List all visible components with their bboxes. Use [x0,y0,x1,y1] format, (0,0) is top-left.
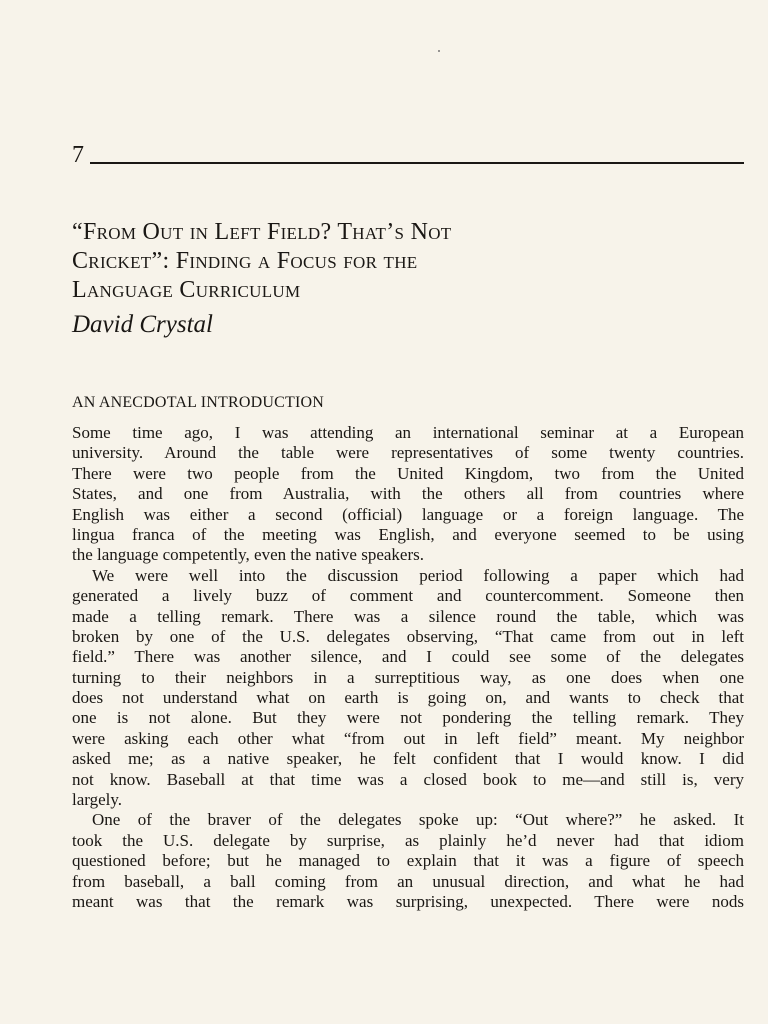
chapter-number: 7 [72,142,84,168]
author-name: David Crystal [72,311,213,338]
text-line: were asking each other what “from out in left field” meant. My neighbor [72,728,744,748]
text-line: the language competently, even the native speakers. [72,545,424,565]
text-line: asked me; as a native speaker, he felt confident that I would know. I did [72,749,744,769]
chapter-header [72,142,744,168]
text-line: took the U.S. delegate by surprise, as plainly he’d never had that idiom [72,830,744,850]
chapter-title-line: “From Out in Left Field? That’s Not [72,219,452,245]
text-line: States, and one from Australia, with the others all from countries where [72,484,744,504]
text-line: Some time ago, I was attending an international seminar at a European [72,423,744,442]
text-line: There were two people from the United Kingdom, two from the United [72,463,744,483]
text-line: university. Around the table were representatives of some twenty countries. [72,443,744,463]
chapter-title-line: Cricket”: Finding a Focus for the [72,248,418,274]
text-line: English was either a second (official) language or a foreign language. The [72,504,744,524]
text-line: field.” There was another silence, and I could see some of the delegates [72,647,744,667]
text-line: largely. [72,790,123,810]
chapter-title [72,218,692,305]
text-line: meant was that the remark was surprising, unexpected. There were nods [72,891,744,911]
chapter-title-line: Language Curriculum [72,277,301,303]
chapter-rule [90,162,744,164]
text-line: from baseball, a ball coming from an unusual direction, and what he had [72,871,744,891]
text-line: questioned before; but he managed to explain that it was a figure of speech [72,851,744,871]
text-line: turning to their neighbors in a surreptitious way, as one does when one [72,667,744,687]
page-speck [438,50,440,52]
text-line: does not understand what on earth is going on, and wants to check that [72,688,744,708]
text-line: lingua franca of the meeting was English, and everyone seemed to be using [72,524,744,544]
text-line: made a telling remark. There was a silence round the table, which was [72,606,744,626]
text-line: We were well into the discussion period following a paper which had [92,565,744,585]
text-line: generated a lively buzz of comment and countercomment. Someone then [72,586,744,606]
text-line: One of the braver of the delegates spoke up: “Out where?” he asked. It [92,810,744,830]
section-heading: AN ANECDOTAL INTRODUCTION [72,394,324,411]
body-text [72,423,744,912]
text-line: not know. Baseball at that time was a closed book to me—and still is, very [72,769,744,789]
text-line: one is not alone. But they were not pondering the telling remark. They [72,708,744,728]
text-line: broken by one of the U.S. delegates observing, “That came from out in left [72,626,744,646]
